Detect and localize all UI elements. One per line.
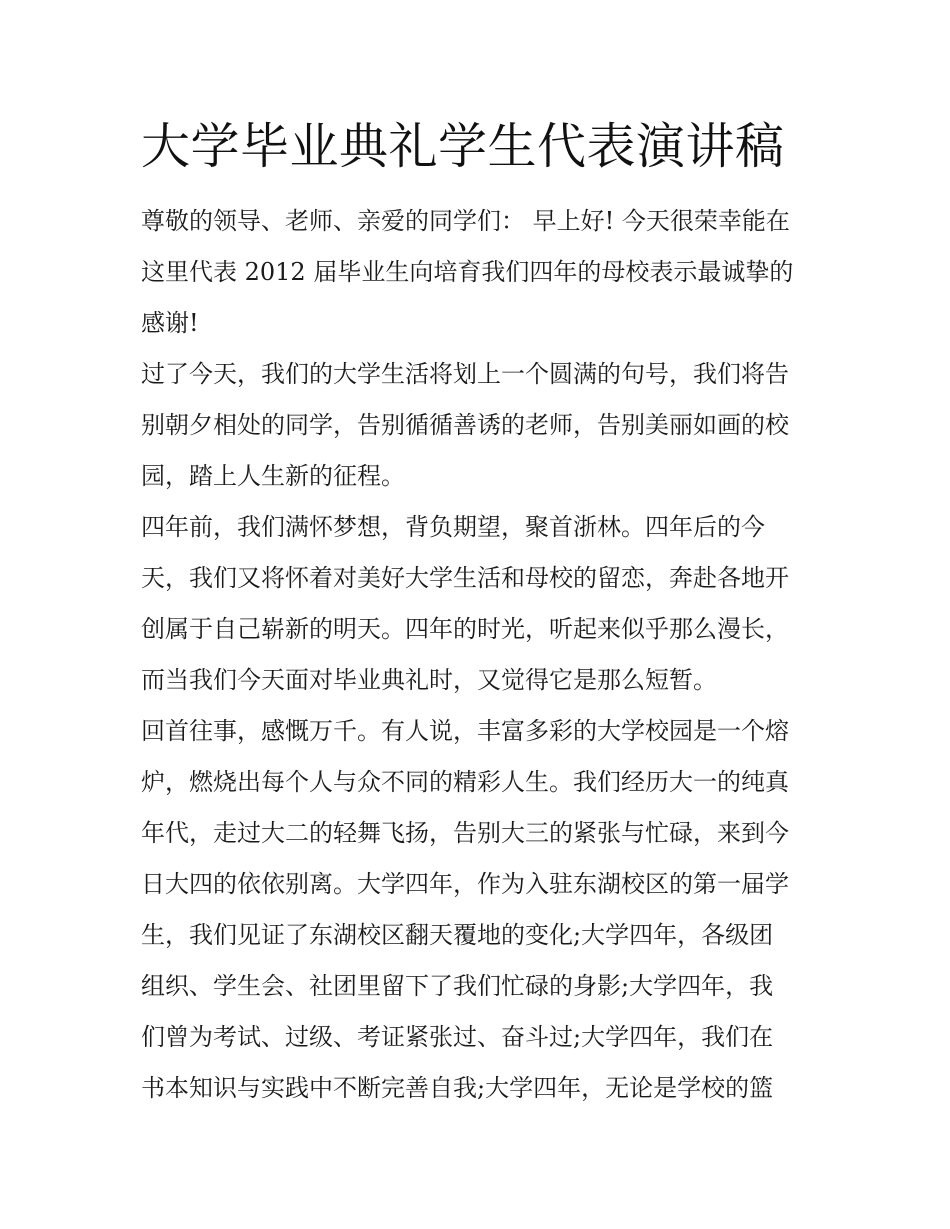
- document-body: [141, 196, 816, 1114]
- text-line: 创属于自己崭新的明天。四年的时光，听起来似乎那么漫长，: [141, 615, 789, 643]
- text-line: 感谢!: [141, 309, 199, 337]
- text-line: 园，踏上人生新的征程。: [141, 462, 405, 490]
- page-title: 大学毕业典礼学生代表演讲稿: [141, 118, 785, 175]
- text-line: 们曾为考试、过级、考证紧张过、奋斗过;大学四年，我们在: [141, 1023, 774, 1051]
- text-line: 炉，燃烧出每个人与众不同的精彩人生。我们经历大一的纯真: [141, 768, 789, 796]
- text-line: 组织、学生会、社团里留下了我们忙碌的身影;大学四年，我: [141, 972, 774, 1000]
- text-line: 尊敬的领导、老师、亲爱的同学们： 早上好! 今天很荣幸能在: [141, 207, 790, 235]
- text-line: 回首往事，感慨万千。有人说，丰富多彩的大学校园是一个熔: [141, 717, 789, 745]
- text-line: 日大四的依依别离。大学四年，作为入驻东湖校区的第一届学: [141, 870, 789, 898]
- text-line: 别朝夕相处的同学，告别循循善诱的老师，告别美丽如画的校: [141, 411, 789, 439]
- text-line: 年代，走过大二的轻舞飞扬，告别大三的紧张与忙碌，来到今: [141, 819, 789, 847]
- text-line: 书本知识与实践中不断完善自我;大学四年，无论是学校的篮: [141, 1074, 774, 1102]
- text-line: 而当我们今天面对毕业典礼时，又觉得它是那么短暂。: [141, 666, 717, 694]
- text-line: 生，我们见证了东湖校区翻天覆地的变化;大学四年，各级团: [141, 921, 774, 949]
- text-line: 过了今天，我们的大学生活将划上一个圆满的句号，我们将告: [141, 360, 789, 388]
- text-line: 天，我们又将怀着对美好大学生活和母校的留恋，奔赴各地开: [141, 564, 789, 592]
- text-line: 四年前，我们满怀梦想，背负期望，聚首浙林。四年后的今: [141, 513, 765, 541]
- text-line: 这里代表 2012 届毕业生向培育我们四年的母校表示最诚挚的: [141, 258, 794, 286]
